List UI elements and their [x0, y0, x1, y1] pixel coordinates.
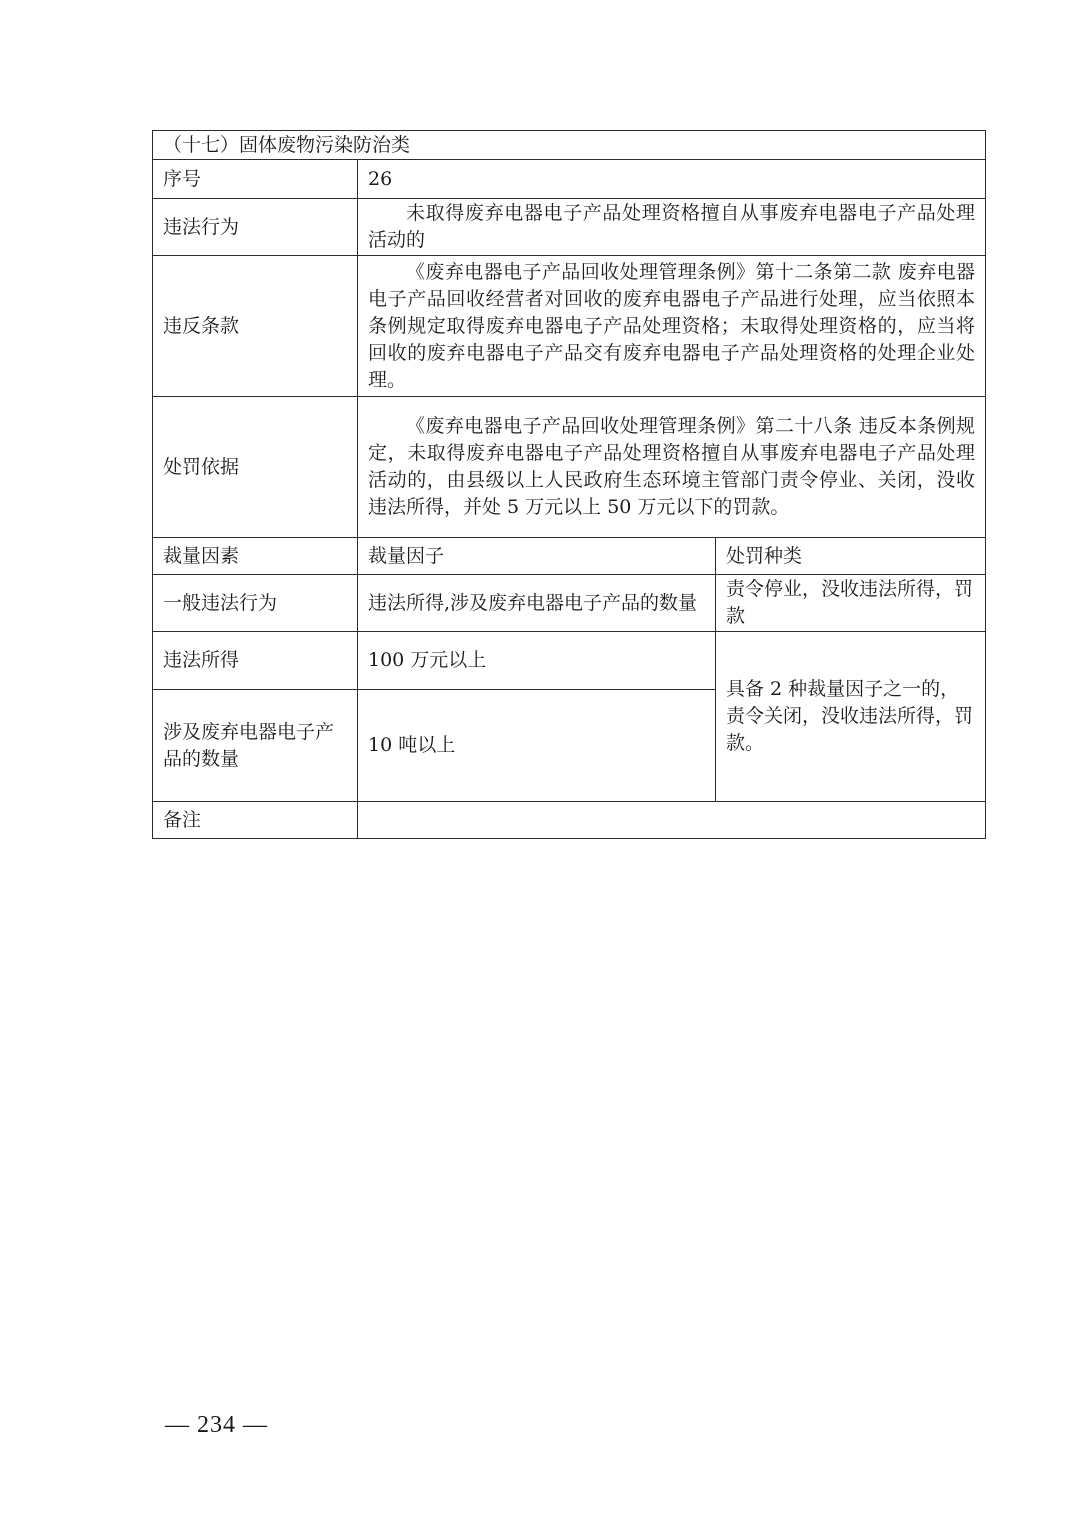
violation-row	[153, 199, 986, 256]
factor-type-header: 裁量因素	[153, 538, 358, 575]
general-violation-label: 一般违法行为	[153, 575, 358, 632]
penalty-basis-label: 处罚依据	[153, 397, 358, 538]
violation-label: 违法行为	[153, 199, 358, 256]
remarks-value	[358, 802, 986, 839]
section-title: （十七）固体废物污染防治类	[153, 131, 986, 160]
penalty-type-header: 处罚种类	[716, 538, 986, 575]
factor-header: 裁量因子	[358, 538, 716, 575]
page-number: — 234 —	[165, 1412, 268, 1438]
quantity-factor: 10 吨以上	[358, 690, 716, 802]
penalty-discretion-table	[152, 130, 986, 839]
illegal-income-factor: 100 万元以上	[358, 632, 716, 690]
serial-label: 序号	[153, 160, 358, 199]
serial-row	[153, 160, 986, 199]
general-violation-penalty: 责令停业，没收违法所得，罚款	[716, 575, 986, 632]
discretion-header-row	[153, 538, 986, 575]
quantity-label: 涉及废弃电器电子产品的数量	[153, 690, 358, 802]
remarks-label: 备注	[153, 802, 358, 839]
illegal-income-row	[153, 632, 986, 690]
general-violation-row	[153, 575, 986, 632]
penalty-basis-value: 《废弃电器电子产品回收处理管理条例》第二十八条 违反本条例规定，未取得废弃电器电子产品处理资格擅自从事废弃电器电子产品处理活动的，由县级以上人民政府生态环境主管部门责令停业、关闭，没收违法所得，并处 5 万元以上 50 万元以下的罚款。	[358, 397, 986, 538]
violated-clause-value: 《废弃电器电子产品回收处理管理条例》第十二条第二款 废弃电器电子产品回收经营者对回收的废弃电器电子产品进行处理，应当依照本条例规定取得废弃电器电子产品处理资格；未取得处理资格的，应当将回收的废弃电器电子产品交有废弃电器电子产品处理资格的处理企业处理。	[358, 256, 986, 397]
penalty-basis-row	[153, 397, 986, 538]
violated-clause-row	[153, 256, 986, 397]
severe-penalty: 具备 2 种裁量因子之一的，责令关闭，没收违法所得，罚款。	[716, 632, 986, 802]
serial-value: 26	[358, 160, 986, 199]
remarks-row	[153, 802, 986, 839]
violated-clause-label: 违反条款	[153, 256, 358, 397]
general-violation-factor: 违法所得,涉及废弃电器电子产品的数量	[358, 575, 716, 632]
section-title-row	[153, 131, 986, 160]
illegal-income-label: 违法所得	[153, 632, 358, 690]
violation-value: 未取得废弃电器电子产品处理资格擅自从事废弃电器电子产品处理活动的	[358, 199, 986, 256]
